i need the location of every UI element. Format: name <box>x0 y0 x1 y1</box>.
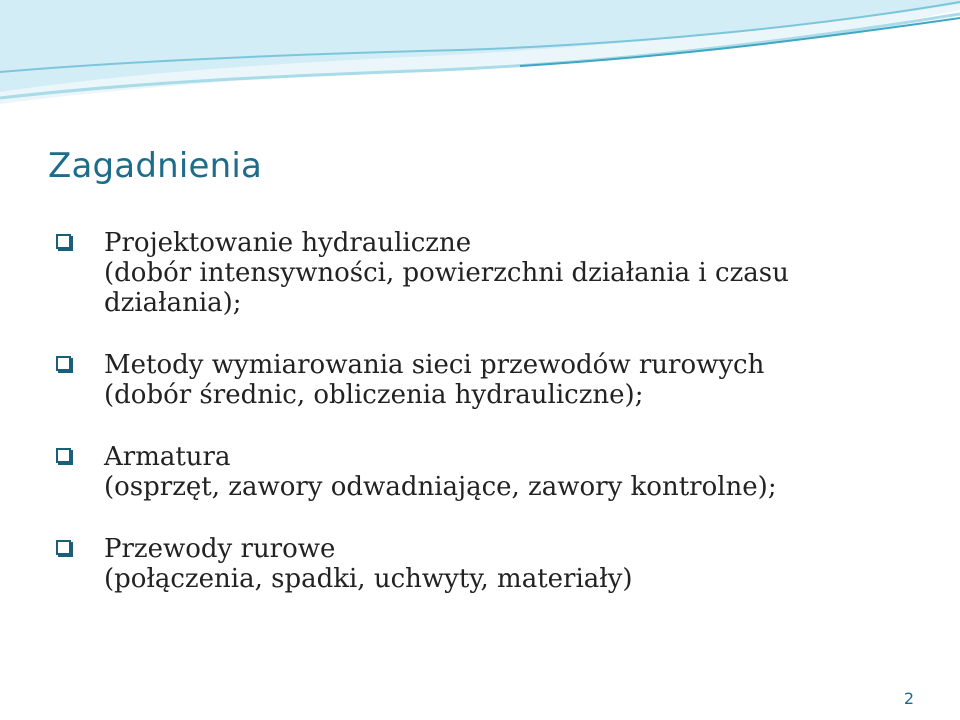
bullet-heading: Metody wymiarowania sieci przewodów rurowych <box>104 350 765 380</box>
slide-title: Zagadnienia <box>48 146 263 186</box>
bullet-item <box>56 350 936 410</box>
checkbox-bullet-icon <box>56 234 71 249</box>
checkbox-bullet-icon <box>56 356 71 371</box>
bullet-item <box>56 228 936 318</box>
header-wave-decoration <box>0 0 960 120</box>
checkbox-bullet-icon <box>56 540 71 555</box>
bullet-detail: (osprzęt, zawory odwadniające, zawory kontrolne); <box>104 472 777 502</box>
page-number: 2 <box>903 689 914 708</box>
bullet-item <box>56 442 936 502</box>
bullet-item <box>56 534 936 594</box>
bullet-heading: Projektowanie hydrauliczne <box>104 228 472 258</box>
bullet-detail: (dobór średnic, obliczenia hydrauliczne); <box>104 380 644 410</box>
bullet-heading: Armatura <box>104 442 231 472</box>
bullet-list <box>56 228 936 626</box>
bullet-heading: Przewody rurowe <box>104 534 336 564</box>
bullet-detail: (dobór intensywności, powierzchni działania i czasu działania); <box>104 258 789 318</box>
checkbox-bullet-icon <box>56 448 71 463</box>
bullet-detail: (połączenia, spadki, uchwyty, materiały) <box>104 564 633 594</box>
